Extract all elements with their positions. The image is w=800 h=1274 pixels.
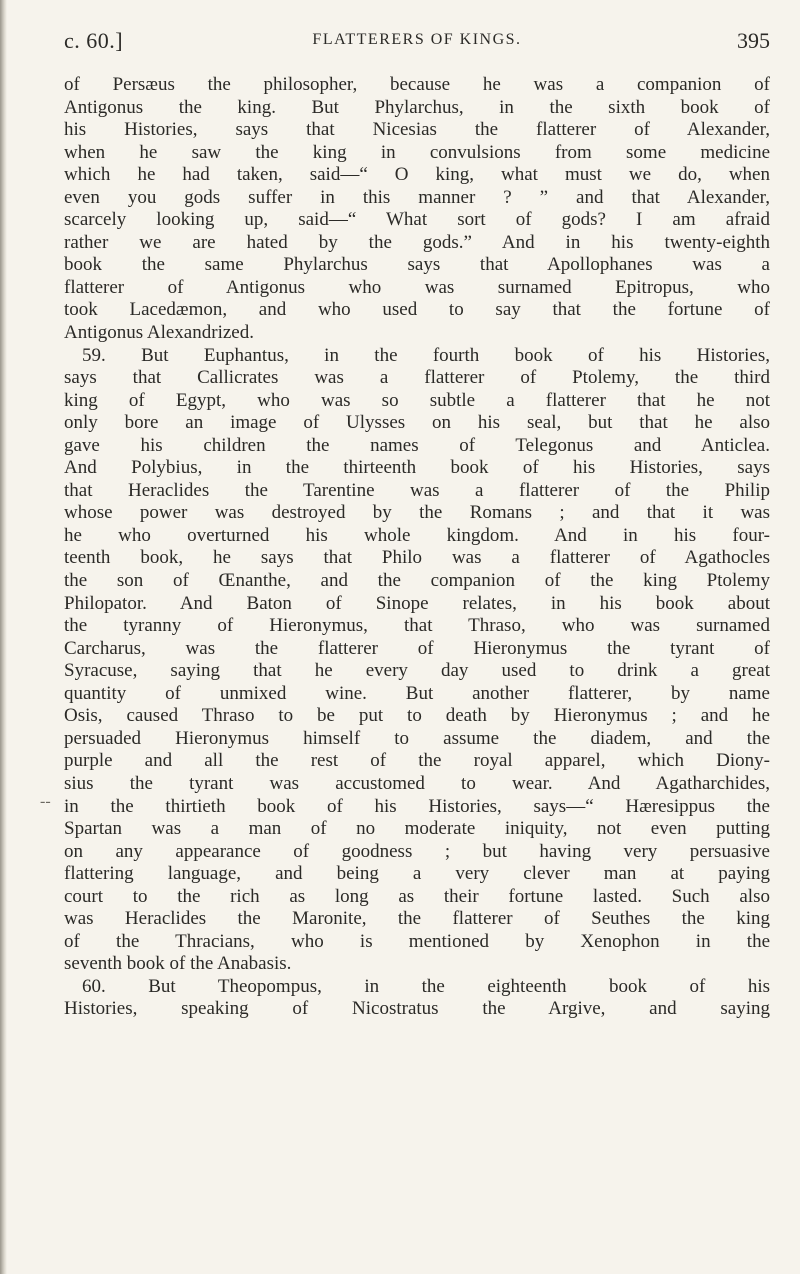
text-line: And Polybius, in the thirteenth book of his Histories, says xyxy=(64,457,770,479)
text-line: Osis, caused Thraso to be put to death by Hieronymus ; and he xyxy=(64,705,770,727)
text-line: Philopator. And Baton of Sinope relates, in his book about xyxy=(64,592,770,614)
text-line: sius the tyrant was accustomed to wear. And Agatharchides, xyxy=(64,772,770,794)
text-line: flatterer of Antigonus who was surnamed Epitropus, who xyxy=(64,276,770,298)
binding-edge xyxy=(0,0,7,1274)
text-line: that Heraclides the Tarentine was a flatterer of the Philip xyxy=(64,479,770,501)
text-line: rather we are hated by the gods.” And in his twenty-eighth xyxy=(64,231,770,253)
text-line: Antigonus the king. But Phylarchus, in the sixth book of xyxy=(64,96,770,118)
running-title: FLATTERERS OF KINGS. xyxy=(312,31,522,48)
text-line: purple and all the rest of the royal apparel, which Diony- xyxy=(64,750,770,772)
chapter-reference: c. 60.] xyxy=(64,28,124,53)
text-line: court to the rich as long as their fortune lasted. Such also xyxy=(64,885,770,907)
text-line: he who overturned his whole kingdom. And in his four- xyxy=(64,524,770,546)
text-line: teenth book, he says that Philo was a flatterer of Agathocles xyxy=(64,547,770,569)
paragraph-start-line: 60. But Theopompus, in the eighteenth book of his xyxy=(82,975,770,997)
paragraph-start-line: 59. But Euphantus, in the fourth book of his Histories, xyxy=(82,344,770,366)
text-line: Syracuse, saying that he every day used to drink a great xyxy=(64,660,770,682)
text-line: when he saw the king in convulsions from some medicine xyxy=(64,141,770,163)
text-line: flattering language, and being a very clever man at paying xyxy=(64,863,770,885)
body-text xyxy=(64,74,770,1021)
text-line: says that Callicrates was a flatterer of Ptolemy, the third xyxy=(64,367,770,389)
text-line: only bore an image of Ulysses on his seal, but that he also xyxy=(64,412,770,434)
text-line: quantity of unmixed wine. But another flatterer, by name xyxy=(64,682,770,704)
margin-mark: -- xyxy=(40,793,51,810)
text-line: even you gods suffer in this manner ? ” and that Alexander, xyxy=(64,186,770,208)
text-line: the tyranny of Hieronymus, that Thraso, who was surnamed xyxy=(64,615,770,637)
text-line: Carcharus, was the flatterer of Hieronymus the tyrant of xyxy=(64,637,770,659)
text-line: the son of Œnanthe, and the companion of the king Ptolemy xyxy=(64,570,770,592)
text-line: persuaded Hieronymus himself to assume the diadem, and the xyxy=(64,727,770,749)
page-number: 395 xyxy=(737,28,770,53)
text-line: seventh book of the Anabasis. xyxy=(64,953,292,975)
text-line: Spartan was a man of no moderate iniquity, not even putting xyxy=(64,818,770,840)
text-line: Histories, speaking of Nicostratus the Argive, and saying xyxy=(64,998,770,1020)
text-line: took Lacedæmon, and who used to say that the fortune of xyxy=(64,299,770,321)
text-line: book the same Phylarchus says that Apollophanes was a xyxy=(64,254,770,276)
running-head xyxy=(64,28,770,60)
text-line: of Persæus the philosopher, because he was a companion of xyxy=(64,74,770,95)
text-line: scarcely looking up, said—“ What sort of gods? I am afraid xyxy=(64,209,770,231)
text-line: Antigonus Alexandrized. xyxy=(64,322,254,344)
text-line: king of Egypt, who was so subtle a flatterer that he not xyxy=(64,389,770,411)
text-line: whose power was destroyed by the Romans ; and that it was xyxy=(64,502,770,524)
text-line: his Histories, says that Nicesias the flatterer of Alexander, xyxy=(64,119,770,141)
text-line: on any appearance of goodness ; but having very persuasive xyxy=(64,840,770,862)
text-line: of the Thracians, who is mentioned by Xenophon in the xyxy=(64,930,770,952)
text-line: was Heraclides the Maronite, the flatterer of Seuthes the king xyxy=(64,908,770,930)
text-line: gave his children the names of Telegonus and Anticlea. xyxy=(64,434,770,456)
text-line: which he had taken, said—“ O king, what must we do, when xyxy=(64,164,770,186)
text-line: in the thirtieth book of his Histories, says—“ Hæresippus the xyxy=(64,795,770,817)
